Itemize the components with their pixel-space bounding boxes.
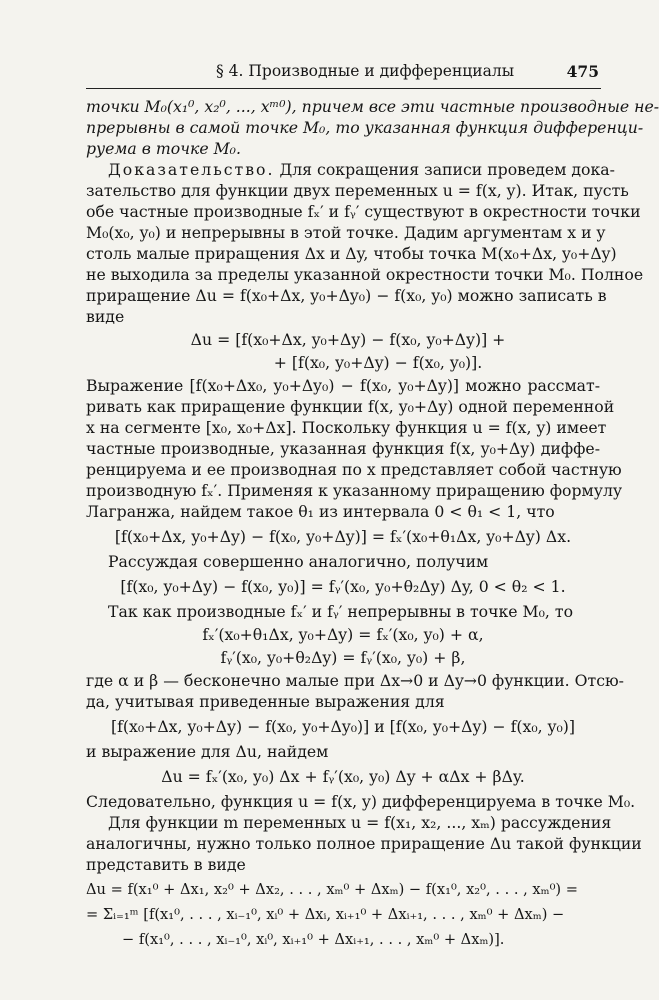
text-line: зательство для функции двух переменных u = f(x, y). Итак, пусть [86,181,629,200]
text-line: обе частные производные fₓ′ и fᵧ′ существуют в окрестности точки [86,202,641,221]
text-line: x на сегменте [x₀, x₀+Δx]. Поскольку функция u = f(x, y) имеет [86,418,607,437]
formula: [f(x₀, y₀+Δy) − f(x₀, y₀)] = fᵧ′(x₀, y₀+θ₂Δy) Δy, 0 < θ₂ < 1. [120,577,566,596]
text-line: Для функции m переменных u = f(x₁, x₂, ..., xₘ) рассуждения [108,813,612,832]
formula: − f(x₁⁰, . . . , xᵢ₋₁⁰, xᵢ⁰, xᵢ₊₁⁰ + Δxᵢ₊₁, . . . , xₘ⁰ + Δxₘ)]. [122,931,505,948]
text-line: приращение Δu = f(x₀+Δx, y₀+Δy₀) − f(x₀, y₀) можно записать в [86,286,607,305]
text-line: ривать как приращение функции f(x, y₀+Δy) одной переменной [86,397,615,416]
text-line: столь малые приращения Δx и Δy, чтобы точка M(x₀+Δx, y₀+Δy) [86,244,617,263]
text-body [86,96,659,954]
text-line: ренцируема и ее производная по x представляет собой частную [86,460,622,479]
text-line: руема в точке M₀. [86,139,241,158]
text-line: Рассуждая совершенно аналогично, получим [108,552,489,571]
text-line: аналогичны, нужно только полное приращение Δu такой функции [86,834,642,853]
text-line: где α и β — бесконечно малые при Δx→0 и Δy→0 функции. Отсю- [86,671,624,690]
proof-line [86,159,615,180]
formula: Δu = fₓ′(x₀, y₀) Δx + fᵧ′(x₀, y₀) Δy + αΔx + βΔy. [161,767,525,786]
formula: fᵧ′(x₀, y₀+θ₂Δy) = fᵧ′(x₀, y₀) + β, [220,648,466,667]
formula: Δu = f(x₁⁰ + Δx₁, x₂⁰ + Δx₂, . . . , xₘ⁰ + Δxₘ) − f(x₁⁰, x₂⁰, . . . , xₘ⁰) = [86,881,578,898]
formula: [f(x₀+Δx, y₀+Δy) − f(x₀, y₀+Δy)] = fₓ′(x₀+θ₁Δx, y₀+Δy) Δx. [114,527,572,546]
text-line: M₀(x₀, y₀) и непрерывны в этой точке. Дадим аргументам x и y [86,223,606,242]
formula: = Σᵢ₌₁ᵐ [f(x₁⁰, . . . , xᵢ₋₁⁰, xᵢ⁰ + Δxᵢ, xᵢ₊₁⁰ + Δxᵢ₊₁, . . . , xₘ⁰ + Δxₘ) − [86,906,565,923]
formula: [f(x₀+Δx, y₀+Δy) − f(x₀, y₀+Δy₀)] и [f(x₀, y₀+Δy) − f(x₀, y₀)] [111,717,575,736]
text-line: и выражение для Δu, найдем [86,742,329,761]
proof-heading: Доказательство. [108,160,275,179]
text-line: Выражение [f(x₀+Δx₀, y₀+Δy₀) − f(x₀, y₀+Δy)] можно рассмат- [86,376,600,395]
formula: + [f(x₀, y₀+Δy) − f(x₀, y₀)]. [273,353,483,372]
text-line: Следовательно, функция u = f(x, y) дифференцируема в точке M₀. [86,792,636,811]
text-line: прерывны в самой точке M₀, то указанная функция дифференци- [86,118,644,137]
formula: fₓ′(x₀+θ₁Δx, y₀+Δy) = fₓ′(x₀, y₀) + α, [202,625,484,644]
text-line: Для сокращения записи проведем дока- [274,160,615,179]
text-line: Так как производные fₓ′ и fᵧ′ непрерывны в точке M₀, то [108,602,574,621]
page-number: 475 [566,62,599,81]
text-line: частные производные, указанная функция f(x, y₀+Δy) диффе- [86,439,600,458]
text-line: виде [86,307,125,326]
text-line: представить в виде [86,855,246,874]
text-line: производную fₓ′. Применяя к указанному приращению формулу [86,481,623,500]
formula: Δu = [f(x₀+Δx, y₀+Δy) − f(x₀, y₀+Δy)] + [190,330,506,349]
header-rule [86,88,601,89]
text-line: точки M₀(x₁⁰, x₂⁰, ..., xᵐ⁰), причем все эти частные производные не- [86,97,659,116]
text-line: Лагранжа, найдем такое θ₁ из интервала 0 < θ₁ < 1, что [86,502,555,521]
text-line: не выходила за пределы указанной окрестности точки M₀. Полное [86,265,644,284]
section-title: § 4. Производные и дифференциалы [216,62,515,80]
text-line: да, учитывая приведенные выражения для [86,692,445,711]
